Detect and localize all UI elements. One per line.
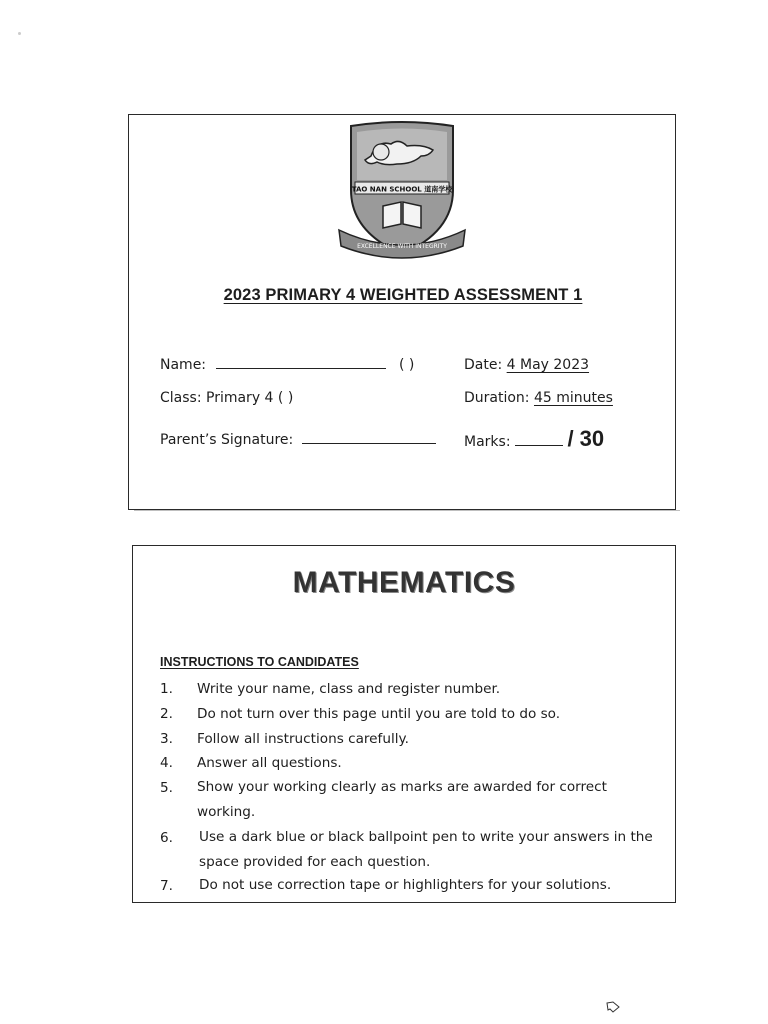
duration-label: Duration: (464, 390, 530, 406)
instruction-number: 6. (160, 830, 173, 846)
instruction-item: Answer all questions. (197, 755, 342, 771)
scan-speck (18, 32, 21, 35)
instruction-item: Use a dark blue or black ballpoint pen to write your answers in the (199, 829, 653, 845)
instruction-item: Follow all instructions carefully. (197, 731, 409, 747)
instruction-item-continued: working. (197, 804, 256, 820)
date-value: 4 May 2023 (506, 357, 590, 373)
instruction-item: Write your name, class and register number. (197, 681, 501, 697)
date-field (464, 357, 589, 373)
instruction-number: 5. (160, 780, 173, 796)
cover-box-shadow (134, 510, 680, 515)
crest-motto: EXCELLENCE WITH INTEGRITY (357, 243, 447, 250)
date-label: Date: (464, 357, 503, 373)
instruction-item-continued: space provided for each question. (199, 854, 431, 870)
duration-value: 45 minutes (533, 390, 613, 406)
parent-signature-blank-line[interactable] (302, 442, 436, 444)
name-label: Name: (160, 357, 207, 373)
instruction-item: Do not use correction tape or highlighters for your solutions. (199, 877, 612, 893)
crest-school-name: TAO NAN SCHOOL 道南学校 (351, 185, 453, 194)
parent-signature-field (160, 432, 436, 448)
parent-signature-label: Parent’s Signature: (160, 432, 294, 448)
class-label: Class: Primary 4 ( ) (160, 390, 294, 406)
instruction-number: 1. (160, 681, 173, 697)
marks-blank-line[interactable] (515, 444, 563, 446)
marks-field (464, 426, 604, 452)
register-number-parens: ( ) (398, 357, 415, 373)
marks-label: Marks: (464, 434, 511, 450)
instruction-number: 2. (160, 706, 173, 722)
instruction-number: 7. (160, 878, 173, 894)
instruction-item: Show your working clearly as marks are awarded for correct (197, 779, 607, 795)
duration-field (464, 390, 613, 406)
pointer-cursor-icon (605, 1000, 621, 1014)
instruction-item: Do not turn over this page until you are told to do so. (197, 706, 561, 722)
name-blank-line[interactable] (216, 367, 386, 369)
instruction-number: 4. (160, 755, 173, 771)
marks-total: / 30 (567, 426, 605, 451)
name-field (160, 357, 414, 373)
instructions-heading: INSTRUCTIONS TO CANDIDATES (160, 655, 359, 669)
subject-title: MATHEMATICS (292, 566, 516, 599)
school-crest-logo (337, 120, 467, 260)
instruction-number: 3. (160, 731, 173, 747)
assessment-title: 2023 PRIMARY 4 WEIGHTED ASSESSMENT 1 (223, 286, 583, 304)
